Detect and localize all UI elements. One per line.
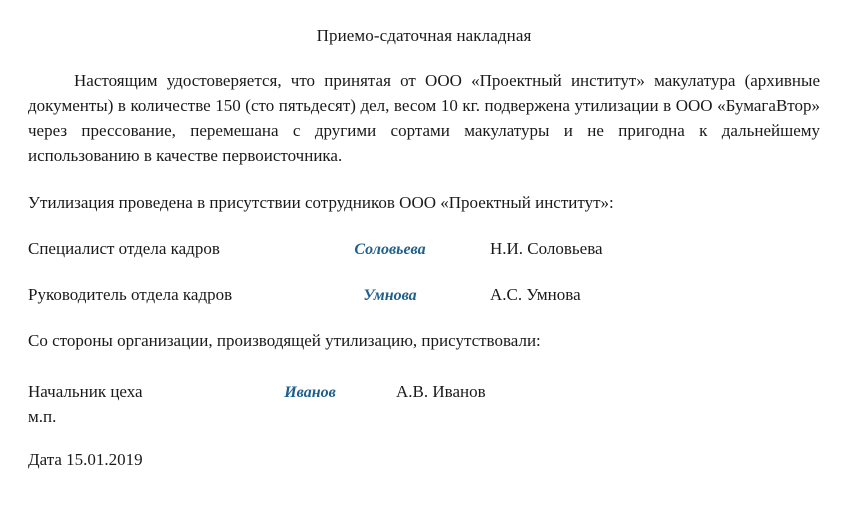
signature-printed-name: Н.И. Соловьева — [490, 239, 603, 258]
signature-role: Специалист отдела кадров — [28, 239, 220, 258]
handwritten-signature: Умнова — [363, 287, 417, 304]
signature-row — [28, 380, 820, 404]
date-line: Дата 15.01.2019 — [28, 450, 143, 469]
signature-row — [28, 283, 820, 307]
signature-printed-name: А.В. Иванов — [396, 382, 486, 401]
witness-intro-line: Утилизация проведена в присутствии сотрудников ООО «Проектный институт»: — [28, 193, 614, 212]
signature-role: Начальник цеха — [28, 382, 143, 401]
signature-role: Руководитель отдела кадров — [28, 285, 233, 304]
signature-printed-name: А.С. Умнова — [490, 285, 581, 304]
document-body-paragraph: Настоящим удостоверяется, что принятая от ООО «Проектный институт» макулатура (архивные документы) в количестве 150 (сто пятьдесят) дел, весом 10 кг. подвержена утилизации в ООО «БумагаВтор» через прессование, перемешана с другими сортами макулатуры и не пригодна к дальнейшему использованию в качестве первоисточника. — [28, 71, 820, 165]
signature-row — [28, 237, 820, 261]
contractor-intro-line: Со стороны организации, производящей утилизацию, присутствовали: — [28, 331, 541, 350]
page-title: Приемо-сдаточная накладная — [316, 26, 532, 45]
stamp-mark: м.п. — [28, 407, 57, 426]
handwritten-signature: Соловьева — [354, 241, 426, 258]
handwritten-signature: Иванов — [284, 384, 336, 401]
